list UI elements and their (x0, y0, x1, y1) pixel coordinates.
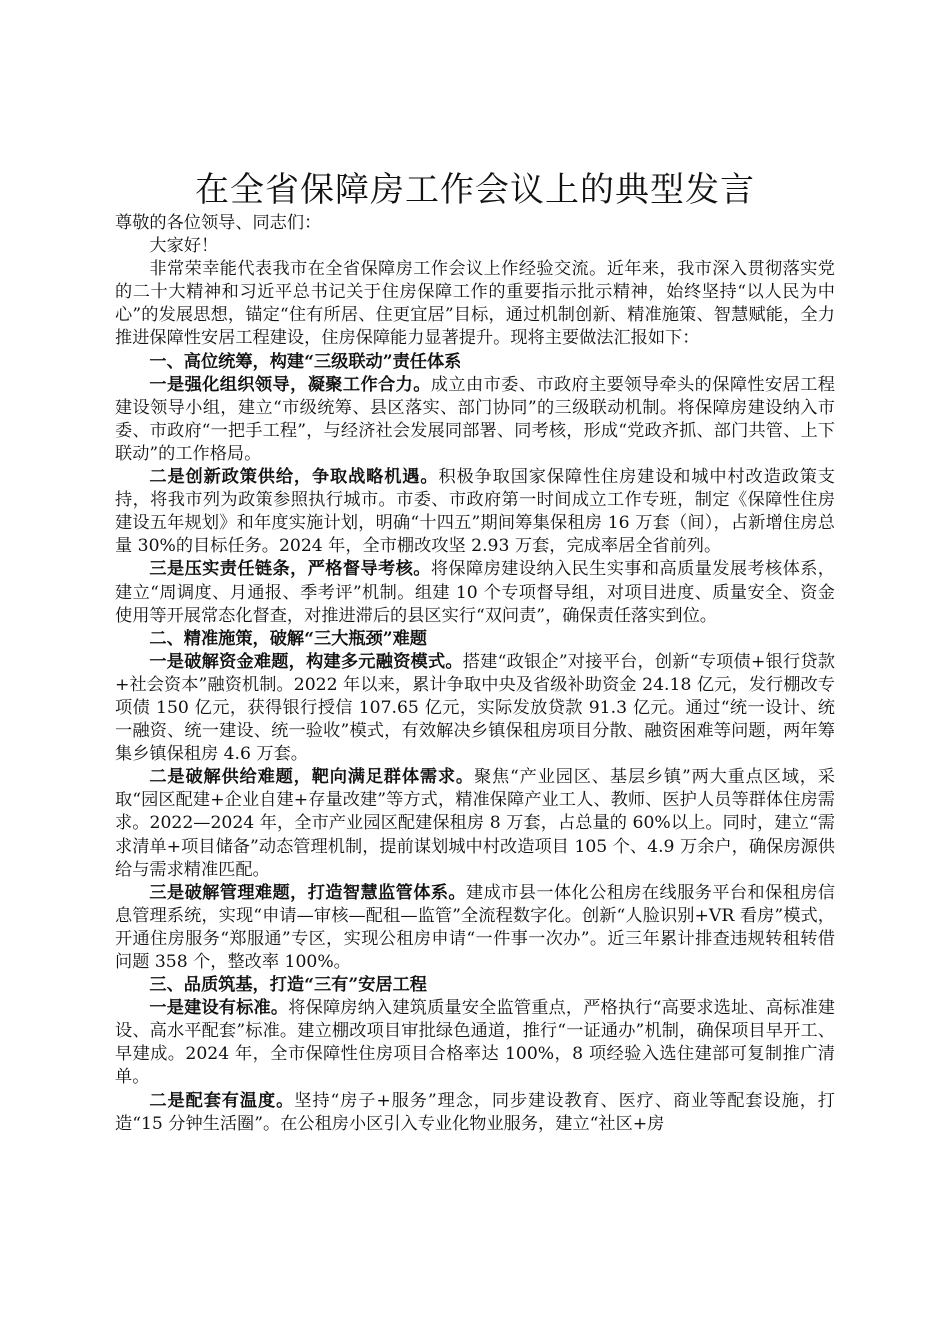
section-heading: 一、高位统筹，构建“三级联动”责任体系 (149, 351, 462, 372)
paragraph-lead: 三是压实责任链条，严格督导考核。 (149, 559, 431, 580)
paragraph-text: 建成市县一体化公租房在线服务平台和保租房信息管理系统，实现“申请—审核—配租—监管”全流程数字化。创新“人脸识别+VR 看房”模式，开通住房服务“郑服通”专区，实现公租房申请“一件事一次办”。近三年累计排查违规转租转借问题 358 个，整改率 100%。 (115, 882, 835, 972)
paragraph-lead: 二是破解供给难题，靶向满足群体需求。 (149, 767, 474, 788)
paragraph (115, 651, 835, 766)
paragraph-text: 搭建“政银企”对接平台，创新“专项债+银行贷款+社会资本”融资机制。2022 年以来，累计争取中央及省级补助资金 24.18 亿元，发行棚改专项债 150 亿元，获得银行授信 107.65 亿元，实际发放贷款 91.3 亿元。通过“统一设计、统一融资、统一建设、统一验收”模式，有效解决乡镇保租房项目分散、融资困难等问题，两年筹集乡镇保租房 4.6 万套。 (115, 651, 835, 765)
paragraph (115, 997, 835, 1089)
section-heading: 三、品质筑基，打造“三有”安居工程 (149, 975, 427, 996)
paragraph (115, 882, 835, 974)
paragraph-text: 将保障房纳入建筑质量安全监管重点，严格执行“高要求选址、高标准建设、高水平配套”标准。建立棚改项目审批绿色通道，推行“一证通办”机制，确保项目早开工、早建成。2024 年，全市保障性住房项目合格率达 100%，8 项经验入选住建部可复制推广清单。 (115, 998, 835, 1088)
paragraph (115, 766, 835, 881)
paragraph (115, 558, 835, 627)
greeting: 大家好！ (149, 236, 219, 257)
paragraph-text: 成立由市委、市政府主要领导牵头的保障性安居工程建设领导小组，建立“市级统筹、县区落实、部门协同”的三级联动机制。将保障房建设纳入市委、市政府“一把手工程”，与经济社会发展同部署、同考核，形成“党政齐抓、部门共管、上下联动”的工作格局。 (115, 374, 835, 464)
salutation: 尊敬的各位领导、同志们： (115, 213, 322, 233)
paragraph-lead: 一是破解资金难题，构建多元融资模式。 (149, 651, 463, 672)
paragraph (115, 374, 835, 466)
paragraph-text: 积极争取国家保障性住房建设和城中村改造政策支持，将我市列为政策参照执行城市。市委、市政府第一时间成立工作专班，制定《保障性住房建设五年规划》和年度实施计划，明确“十四五”期间筹集保租房 16 万套（间），占新增住房总量 30%的目标任务。2024 年，全市棚改攻坚 2.93 万套，完成率居全省前列。 (115, 467, 835, 557)
section-heading: 二、精准施策，破解“三大瓶颈”难题 (149, 628, 427, 649)
paragraph-lead: 二是创新政策供给，争取战略机遇。 (149, 467, 439, 488)
paragraph (115, 1090, 835, 1136)
paragraph-lead: 三是破解管理难题，打造智慧监管体系。 (149, 882, 466, 903)
paragraph-text: 坚持“房子+服务”理念，同步建设教育、医疗、商业等配套设施，打造“15 分钟生活圈”。在公租房小区引入专业化物业服务，建立“社区+房 (115, 1090, 835, 1134)
paragraph-lead: 一是建设有标准。 (149, 998, 289, 1019)
paragraph-lead: 一是强化组织领导，凝聚工作合力。 (149, 374, 431, 395)
document-title: 在全省保障房工作会议上的典型发言 (195, 170, 755, 210)
paragraph (115, 466, 835, 558)
paragraph-text: 聚焦“产业园区、基层乡镇”两大重点区域，采取“园区配建+企业自建+存量改建”等方式，精准保障产业工人、教师、医护人员等群体住房需求。2022—2024 年，全市产业园区配建保租房 8 万套，占总量的 60%以上。同时，建立“需求清单+项目储备”动态管理机制，提前谋划城中村改造项目 105 个、4.9 万余户，确保房源供给与需求精准匹配。 (115, 767, 835, 880)
paragraph-text: 将保障房建设纳入民生实事和高质量发展考核体系，建立“周调度、月通报、季考评”机制。组建 10 个专项督导组，对项目进度、质量安全、资金使用等开展常态化督查，对推进滞后的县区实行“双问责”，确保责任落实到位。 (115, 559, 835, 626)
paragraph-lead: 二是配套有温度。 (149, 1090, 295, 1111)
intro-paragraph: 非常荣幸能代表我市在全省保障房工作会议上作经验交流。近年来，我市深入贯彻落实党的二十大精神和习近平总书记关于住房保障工作的重要指示批示精神，始终坚持“以人民为中心”的发展思想，锚定“住有所居、住更宜居”目标，通过机制创新、精准施策、智慧赋能，全力推进保障性安居工程建设，住房保障能力显著提升。现将主要做法汇报如下： (115, 259, 835, 349)
